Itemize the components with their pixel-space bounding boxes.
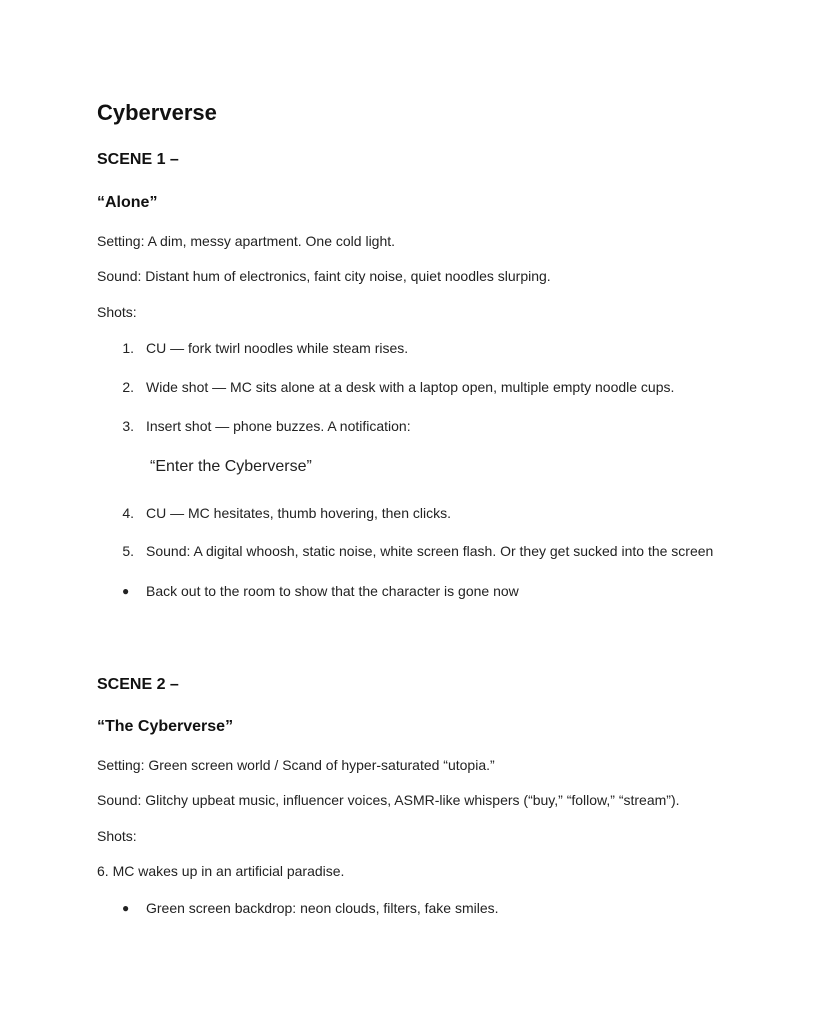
scene1-sound: Sound: Distant hum of electronics, faint city noise, quiet noodles slurping. bbox=[97, 268, 551, 284]
scene1-shots-label: Shots: bbox=[97, 304, 137, 320]
notification-quote: “Enter the Cyberverse” bbox=[150, 458, 312, 475]
scene1-subtitle: “Alone” bbox=[97, 194, 158, 211]
bullet-icon: ● bbox=[122, 901, 130, 915]
scene2-heading: SCENE 2 – bbox=[97, 676, 179, 693]
document-title: Cyberverse bbox=[97, 100, 217, 125]
list-item-number: 1. bbox=[122, 340, 134, 356]
list-item: Sound: A digital whoosh, static noise, white screen flash. Or they get sucked into the screen bbox=[146, 543, 714, 559]
bullet-item: Back out to the room to show that the character is gone now bbox=[146, 583, 519, 599]
list-item-number: 3. bbox=[122, 418, 134, 434]
list-item: Wide shot — MC sits alone at a desk with a laptop open, multiple empty noodle cups. bbox=[146, 379, 675, 395]
scene2-shots-label: Shots: bbox=[97, 828, 137, 844]
scene1-setting: Setting: A dim, messy apartment. One cold light. bbox=[97, 233, 396, 249]
scene1-heading: SCENE 1 – bbox=[97, 151, 179, 168]
list-item: CU — fork twirl noodles while steam rises. bbox=[146, 340, 409, 356]
list-item-number: 2. bbox=[122, 379, 134, 395]
list-item: CU — MC hesitates, thumb hovering, then clicks. bbox=[146, 505, 452, 521]
list-item-number: 5. bbox=[122, 543, 134, 559]
list-item-number: 4. bbox=[122, 505, 134, 521]
scene2-sound: Sound: Glitchy upbeat music, influencer voices, ASMR-like whispers (“buy,” “follow,” “stream”). bbox=[97, 792, 680, 808]
scene2-setting: Setting: Green screen world / Scand of hyper-saturated “utopia.” bbox=[97, 757, 495, 773]
scene2-shot6: 6. MC wakes up in an artificial paradise. bbox=[97, 863, 345, 879]
list-item: Insert shot — phone buzzes. A notification: bbox=[146, 418, 411, 434]
scene2-subtitle: “The Cyberverse” bbox=[97, 718, 234, 735]
bullet-item: Green screen backdrop: neon clouds, filters, fake smiles. bbox=[146, 900, 499, 916]
bullet-icon: ● bbox=[122, 584, 130, 598]
